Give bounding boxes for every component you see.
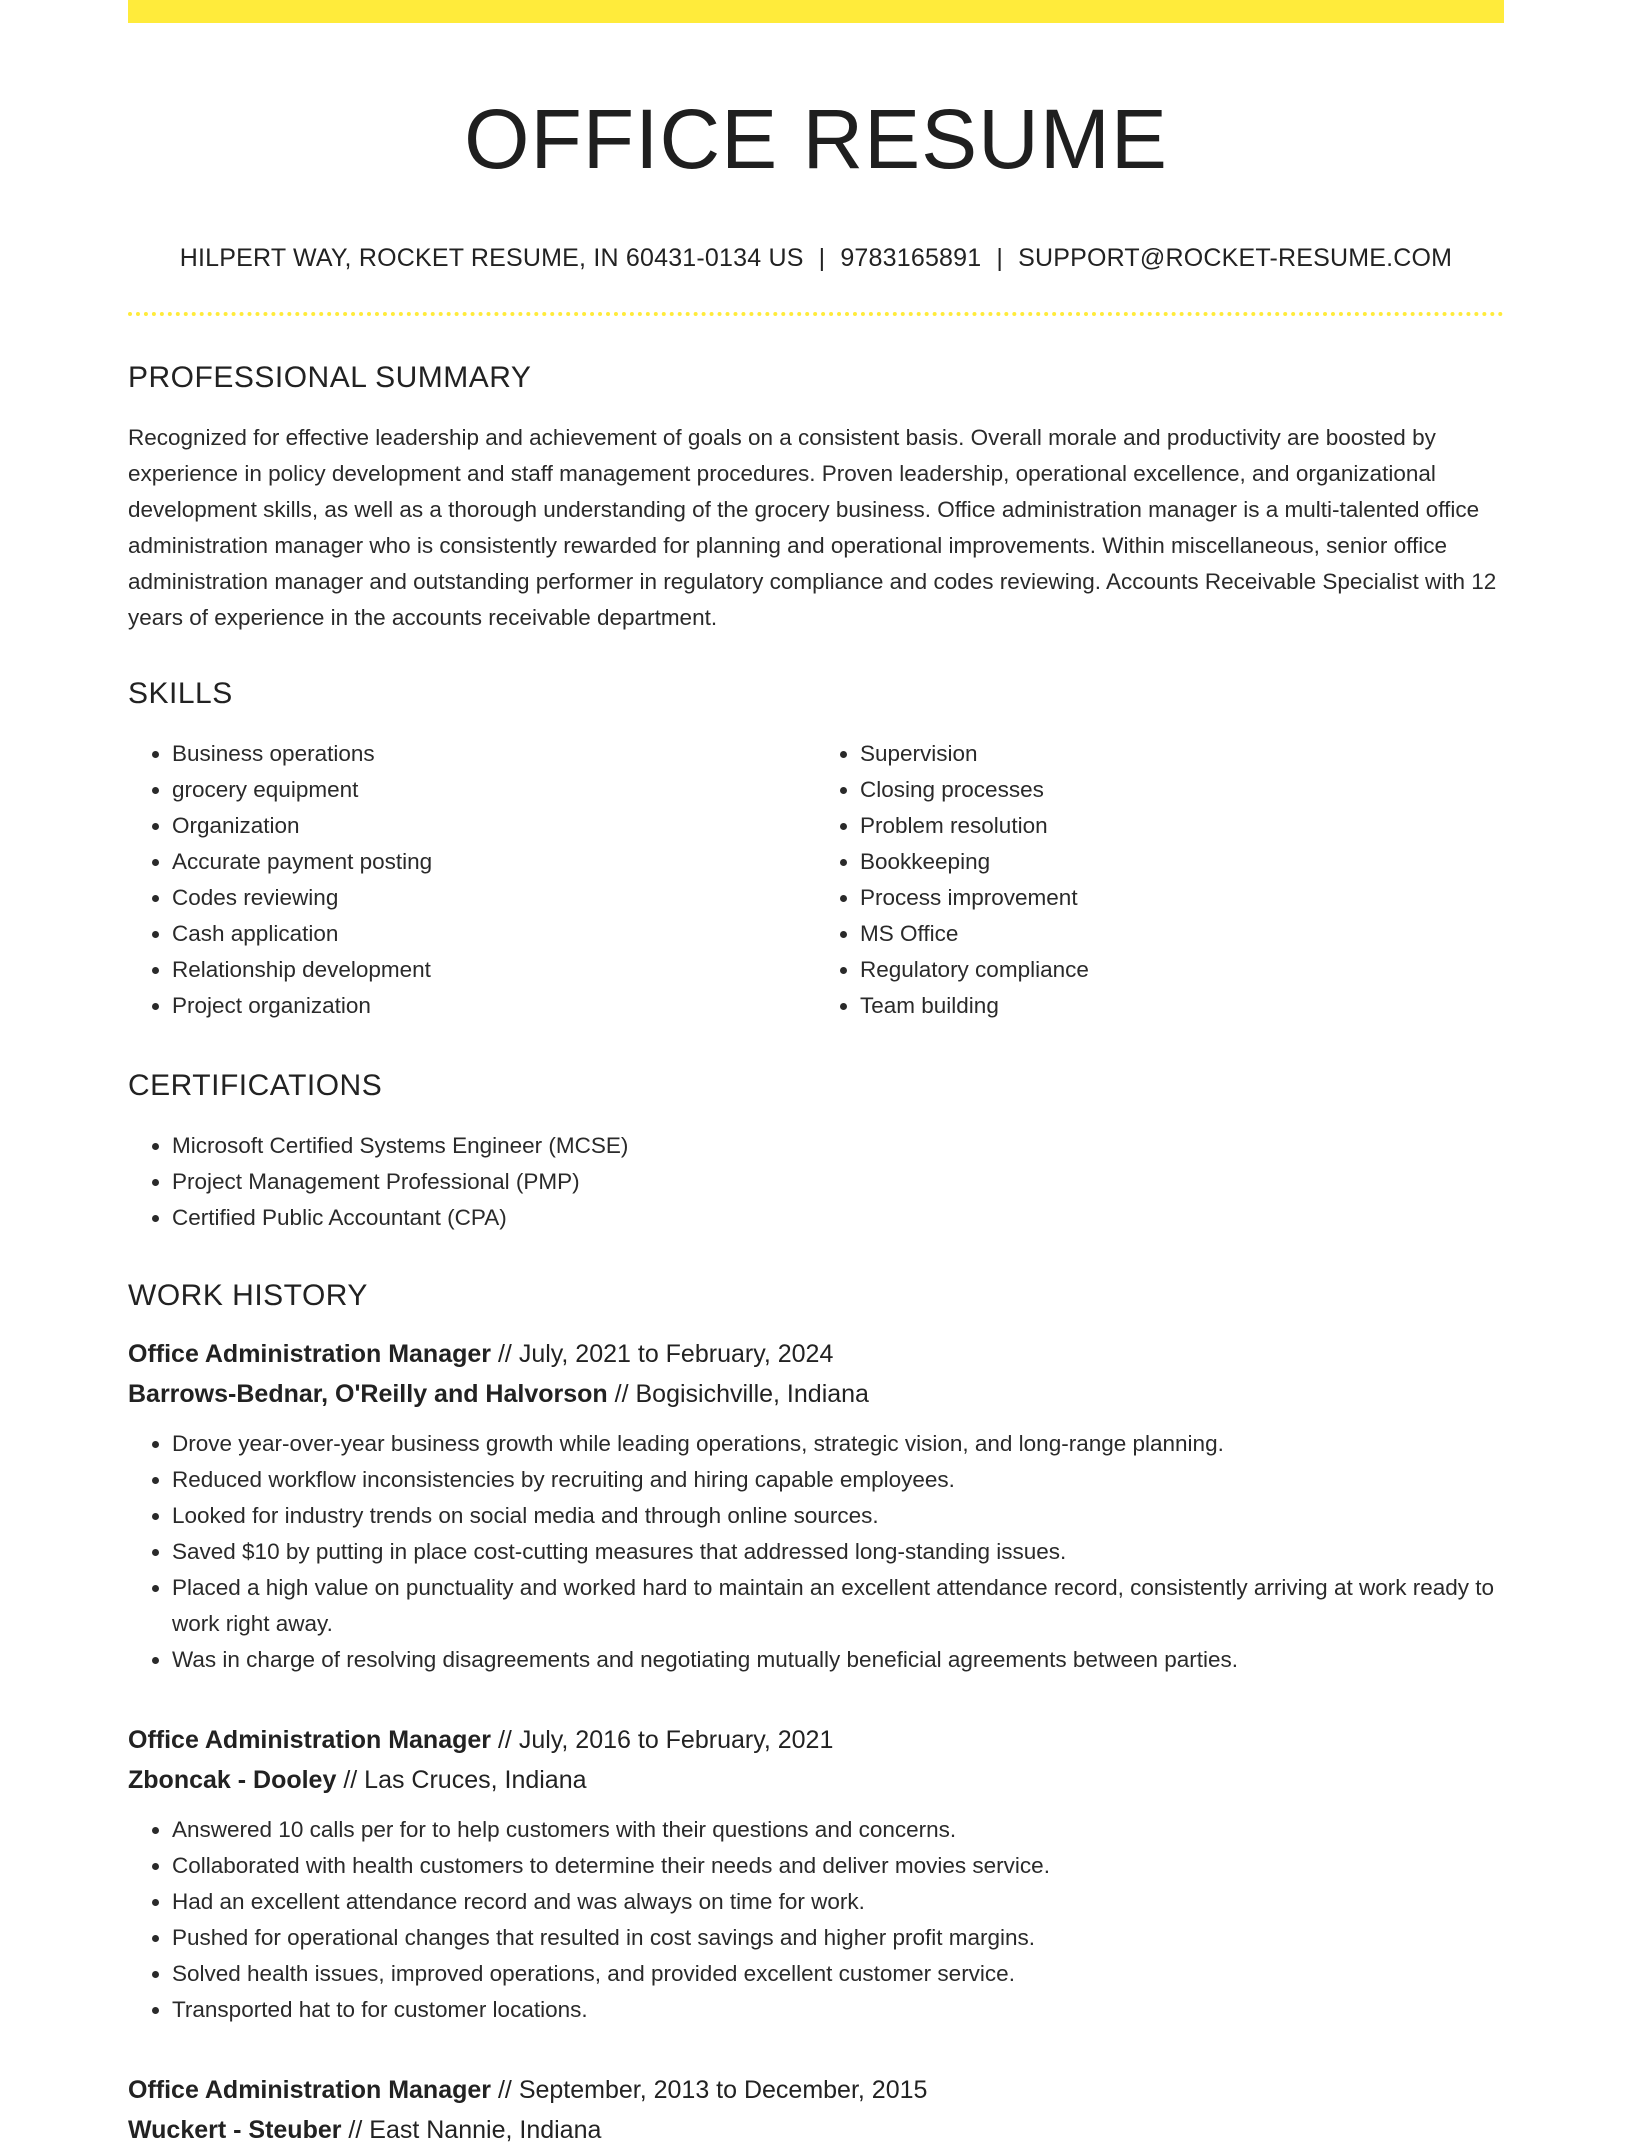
skill-item: • Project organization: [172, 988, 816, 1024]
job-bullet: • Drove year-over-year business growth while leading operations, strategic vision, and long-range planning.: [172, 1426, 1504, 1462]
skills-section: [128, 676, 1504, 1024]
skill-item: • Process improvement: [860, 880, 1504, 916]
job-company-line: [128, 2110, 1504, 2150]
job-entry: [128, 2070, 1504, 2150]
top-accent-bar: [128, 0, 1504, 23]
skill-item: • Bookkeeping: [860, 844, 1504, 880]
job-separator: //: [491, 2076, 519, 2104]
skill-item: • Relationship development: [172, 952, 816, 988]
job-title-line: [128, 1720, 1504, 1760]
job-bullets: [128, 1812, 1504, 2028]
job-title-line: [128, 2070, 1504, 2110]
job-dates: July, 2021 to February, 2024: [518, 1340, 834, 1368]
job-title-line: [128, 1334, 1504, 1374]
skills-grid: [128, 736, 1504, 1024]
job-separator: //: [341, 2116, 370, 2144]
job-separator: //: [607, 1380, 636, 1408]
job-separator: //: [336, 1766, 365, 1794]
job-location: East Nannie, Indiana: [369, 2116, 602, 2144]
certifications-heading: CERTIFICATIONS: [128, 1069, 383, 1102]
skills-list-right: [816, 736, 1504, 1024]
summary-section: [128, 360, 1504, 636]
work-history-section: [128, 1278, 1504, 2150]
job-bullet: • Answered 10 calls per for to help customers with their questions and concerns.: [172, 1812, 1504, 1848]
job-company: Wuckert - Steuber: [128, 2116, 342, 2144]
skill-item: • Business operations: [172, 736, 816, 772]
contact-separator: |: [996, 244, 1004, 272]
certifications-section: [128, 1068, 1504, 1236]
skill-item: • MS Office: [860, 916, 1504, 952]
skills-list-left: [128, 736, 816, 1024]
skill-item: • Accurate payment posting: [172, 844, 816, 880]
job-location: Bogisichville, Indiana: [635, 1380, 869, 1408]
summary-heading: PROFESSIONAL SUMMARY: [128, 361, 532, 394]
summary-text: Recognized for effective leadership and achievement of goals on a consistent basis. Overall morale and productivity are boosted by experience in policy development and staff management procedures. Proven leadership, operational excellence, and organizational development skills, as well as a thorough understanding of the grocery business. Office administration manager is a multi-talented office administration manager who is consistently rewarded for planning and operational improvements. Within miscellaneous, senior office administration manager and outstanding performer in regulatory compliance and codes reviewing. Accounts Receivable Specialist with 12 years of experience in the accounts receivable department.: [128, 425, 1497, 630]
job-company: Zboncak - Dooley: [128, 1766, 337, 1794]
job-title: Office Administration Manager: [128, 1340, 492, 1368]
dotted-divider: [128, 312, 1504, 316]
skill-item: • Regulatory compliance: [860, 952, 1504, 988]
job-company-line: [128, 1760, 1504, 1800]
certifications-list: [128, 1128, 1504, 1236]
resume-page: [128, 0, 1504, 2150]
job-bullet: • Reduced workflow inconsistencies by recruiting and hiring capable employees.: [172, 1462, 1504, 1498]
skill-item: • Problem resolution: [860, 808, 1504, 844]
job-separator: //: [491, 1726, 519, 1754]
job-bullet: • Was in charge of resolving disagreements and negotiating mutually beneficial agreements between parties.: [172, 1642, 1504, 1678]
job-bullet: • Pushed for operational changes that resulted in cost savings and higher profit margins.: [172, 1920, 1504, 1956]
job-company: Barrows-Bednar, O'Reilly and Halvorson: [128, 1380, 608, 1408]
job-bullet: • Saved $10 by putting in place cost-cutting measures that addressed long-standing issues.: [172, 1534, 1504, 1570]
skill-item: • Codes reviewing: [172, 880, 816, 916]
job-bullet: • Solved health issues, improved operations, and provided excellent customer service.: [172, 1956, 1504, 1992]
resume-name: OFFICE RESUME: [464, 92, 1168, 186]
job-title: Office Administration Manager: [128, 2076, 492, 2104]
job-bullets: [128, 1426, 1504, 1678]
job-bullet: • Collaborated with health customers to determine their needs and deliver movies service.: [172, 1848, 1504, 1884]
skill-item: • Team building: [860, 988, 1504, 1024]
job-location: Las Cruces, Indiana: [364, 1766, 587, 1794]
work-history-heading: WORK HISTORY: [128, 1279, 368, 1312]
job-bullet: • Placed a high value on punctuality and worked hard to maintain an excellent attendance record, consistently arriving at work ready to work right away.: [172, 1570, 1504, 1642]
job-title: Office Administration Manager: [128, 1726, 492, 1754]
job-bullet: • Transported hat to for customer locations.: [172, 1992, 1504, 2028]
contact-line: [128, 243, 1504, 273]
job-dates: July, 2016 to February, 2021: [518, 1726, 834, 1754]
contact-phone: 9783165891: [840, 244, 982, 272]
job-entry: [128, 1334, 1504, 1678]
skills-heading: SKILLS: [128, 677, 233, 710]
contact-email: SUPPORT@ROCKET-RESUME.COM: [1018, 244, 1453, 272]
skill-item: • grocery equipment: [172, 772, 816, 808]
certification-item: • Project Management Professional (PMP): [172, 1164, 1504, 1200]
job-company-line: [128, 1374, 1504, 1414]
job-bullet: • Had an excellent attendance record and was always on time for work.: [172, 1884, 1504, 1920]
certification-item: • Certified Public Accountant (CPA): [172, 1200, 1504, 1236]
job-separator: //: [491, 1340, 519, 1368]
contact-separator: |: [818, 244, 826, 272]
skill-item: • Closing processes: [860, 772, 1504, 808]
skill-item: • Supervision: [860, 736, 1504, 772]
skill-item: • Organization: [172, 808, 816, 844]
certification-item: • Microsoft Certified Systems Engineer (MCSE): [172, 1128, 1504, 1164]
job-bullet: • Looked for industry trends on social media and through online sources.: [172, 1498, 1504, 1534]
skill-item: • Cash application: [172, 916, 816, 952]
contact-address: HILPERT WAY, ROCKET RESUME, IN 60431-0134 US: [179, 244, 804, 272]
job-entry: [128, 1720, 1504, 2028]
job-dates: September, 2013 to December, 2015: [518, 2076, 928, 2104]
